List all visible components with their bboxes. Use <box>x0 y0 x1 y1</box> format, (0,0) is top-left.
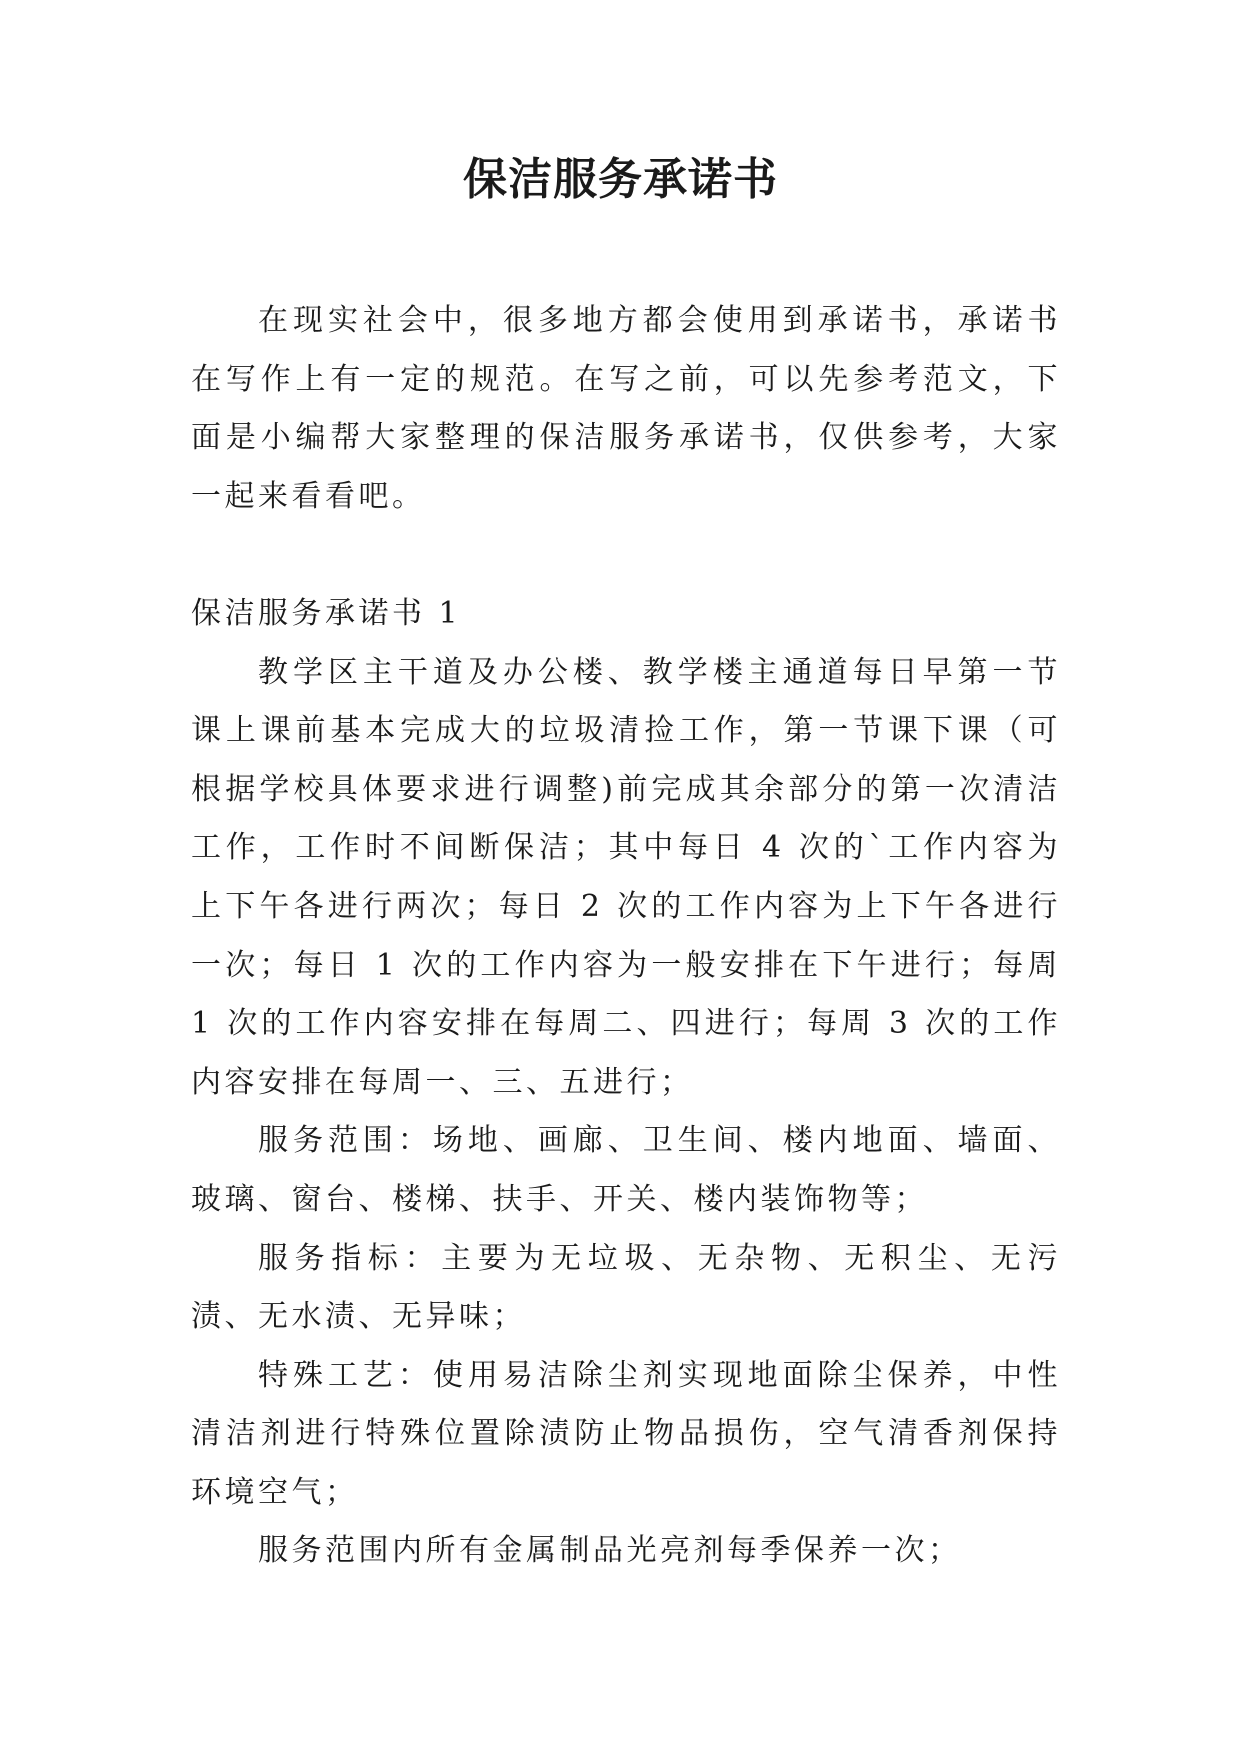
document-body <box>191 292 1061 1581</box>
service-scope-paragraph: 服务范围：场地、画廊、卫生间、楼内地面、墙面、玻璃、窗台、楼梯、扶手、开关、楼内装饰物等； <box>191 1123 1061 1217</box>
service-indicator-paragraph: 服务指标：主要为无垃圾、无杂物、无积尘、无污渍、无水渍、无异味； <box>191 1240 1061 1335</box>
document-title: 保洁服务承诺书 <box>463 154 778 205</box>
paragraph-spacer <box>191 526 1061 585</box>
intro-paragraph: 在现实社会中，很多地方都会使用到承诺书，承诺书在写作上有一定的规范。在写之前，可以先参考范文，下面是小编帮大家整理的保洁服务承诺书，仅供参考，大家一起来看看吧。 <box>191 303 1061 514</box>
metal-maintenance-paragraph: 服务范围内所有金属制品光亮剂每季保养一次； <box>258 1533 962 1569</box>
schedule-paragraph: 教学区主干道及办公楼、教学楼主通道每日早第一节课上课前基本完成大的垃圾清捡工作，第一节课下课（可根据学校具体要求进行调整)前完成其余部分的第一次清洁工作，工作时不间断保洁；其中每日 4 次的`工作内容为上下午各进行两次；每日 2 次的工作内容为上下午各进行一次；每日 1 次的工作内容为一般安排在下午进行；每周 1 次的工作内容安排在每周二、四进行；每周 3 次的工作内容安排在每周一、三、五进行； <box>191 654 1061 1100</box>
section-heading: 保洁服务承诺书 1 <box>191 595 462 631</box>
special-process-paragraph: 特殊工艺：使用易洁除尘剂实现地面除尘保养，中性清洁剂进行特殊位置除渍防止物品损伤，空气清香剂保持环境空气； <box>191 1357 1061 1510</box>
